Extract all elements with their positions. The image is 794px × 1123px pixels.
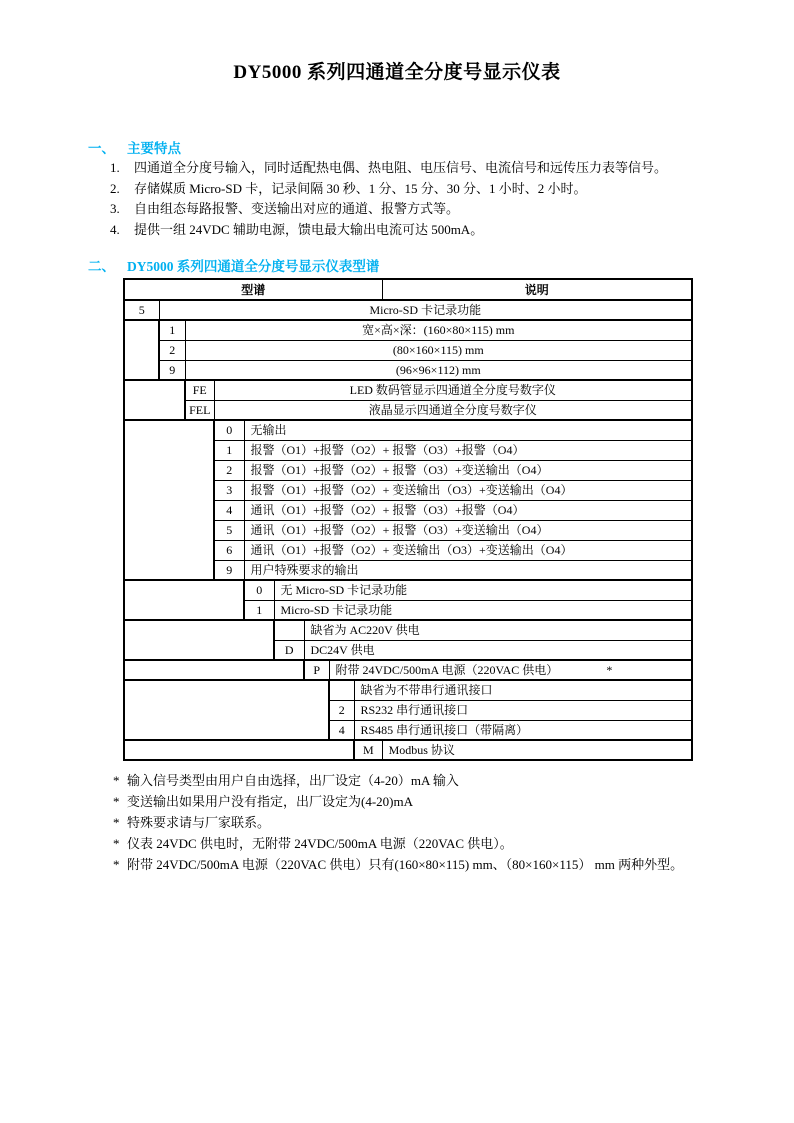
model-code-cell: 2 [214,460,244,480]
model-desc-cell: 通讯（O1）+报警（O2）+ 报警（O3）+变送输出（O4） [244,520,692,540]
stair-blank-cell [124,660,304,680]
table-row [124,360,692,380]
model-code-cell: 1 [214,440,244,460]
table-row [124,380,692,400]
model-desc-cell: 通讯（O1）+报警（O2）+ 报警（O3）+报警（O4） [244,500,692,520]
footnote-text: 特殊要求请与厂家联系。 [127,815,271,830]
model-desc-cell: 用户特殊要求的输出 [244,560,692,580]
feature-number: 1. [110,160,120,175]
model-desc-cell: Micro-SD 卡记录功能 [274,600,692,620]
feature-number: 3. [110,201,120,216]
model-code-cell: FE [185,380,214,400]
table-row [124,400,692,420]
model-code-cell: 1 [159,320,185,340]
model-code-cell: 1 [244,600,274,620]
feature-item [110,220,730,241]
model-desc-cell: 缺省为 AC220V 供电 [304,620,692,640]
model-code-cell: 4 [214,500,244,520]
footnote-bullet: * [113,794,120,809]
feature-number: 4. [110,221,120,237]
stair-blank-cell [124,740,354,760]
footnote-item [113,770,733,791]
footnote-bullet: * [113,815,120,830]
model-desc-cell: (96×96×112) mm [185,360,692,380]
model-desc-cell: RS485 串行通讯接口（带隔离） [354,720,692,740]
model-desc-cell: RS232 串行通讯接口 [354,700,692,720]
model-desc-cell: LED 数码管显示四通道全分度号数字仪 [214,380,692,400]
footnote-text: 仪表 24VDC 供电时，无附带 24VDC/500mA 电源（220VAC 供电）。 [127,836,513,851]
model-code-cell: 4 [329,720,354,740]
model-desc-text: 附带 24VDC/500mA 电源（220VAC 供电） [335,663,559,677]
model-code-cell [274,620,304,640]
feature-text: 自由组态每路报警、变送输出对应的通道、报警方式等。 [134,201,460,216]
model-code-cell: 2 [159,340,185,360]
model-desc-cell [329,660,692,680]
feature-item [110,179,730,200]
section-title: DY5000 系列四通道全分度号显示仪表型谱 [127,259,380,274]
footnote-text: 附带 24VDC/500mA 电源（220VAC 供电）只有(160×80×115) mm、（80×160×115） mm 两种外型。 [127,857,684,872]
table-row [124,320,692,340]
stair-blank-cell [124,380,185,420]
model-desc-cell: Micro-SD 卡记录功能 [159,300,692,320]
section-number: 一、 [88,141,115,156]
model-desc-cell: 报警（O1）+报警（O2）+ 报警（O3）+变送输出（O4） [244,460,692,480]
stair-blank-cell [124,580,244,620]
footnote-text: 输入信号类型由用户自由选择，出厂设定（4-20）mA 输入 [127,773,459,788]
table-header-row [124,279,692,300]
feature-text: 四通道全分度号输入，同时适配热电偶、热电阻、电压信号、电流信号和远传压力表等信号。 [134,160,668,175]
stair-blank-cell [124,320,159,380]
page-title: DY5000 系列四通道全分度号显示仪表 [233,62,561,83]
section-number: 二、 [88,259,115,274]
table-row [124,620,692,640]
model-code-cell: 5 [214,520,244,540]
model-desc-cell: Modbus 协议 [382,740,692,760]
feature-item [110,158,730,179]
section-heading-model-spectrum [88,255,379,275]
model-code-cell: 9 [159,360,185,380]
table-row [124,740,692,760]
feature-text: 提供一组 24VDC 辅助电源，馈电最大输出电流可达 500mA。 [134,221,484,237]
feature-list [110,158,730,240]
footnote-bullet: * [113,773,120,788]
model-desc-cell: (80×160×115) mm [185,340,692,360]
model-code-cell: 6 [214,540,244,560]
model-code-cell: FEL [185,400,214,420]
table-row [124,300,692,320]
model-code-cell: M [354,740,382,760]
model-code-cell: 5 [124,300,159,320]
model-code-cell: P [304,660,329,680]
model-code-cell: 2 [329,700,354,720]
feature-text: 存储媒质 Micro-SD 卡，记录间隔 30 秒、1 分、15 分、30 分、1 小时、2 小时。 [134,180,587,196]
model-desc-cell: 无输出 [244,420,692,440]
footnote-bullet: * [113,836,120,851]
model-code-cell: 0 [244,580,274,600]
footnote-bullet: * [113,857,120,872]
table-row [124,420,692,440]
table-row [124,680,692,700]
table-row [124,340,692,360]
table-header-description: 说明 [382,279,692,300]
model-desc-cell: 通讯（O1）+报警（O2）+ 变送输出（O3）+变送输出（O4） [244,540,692,560]
feature-item [110,199,730,220]
footnote-marker: * [606,663,613,677]
section-heading-features [88,137,181,157]
model-code-cell: 9 [214,560,244,580]
model-desc-cell: 无 Micro-SD 卡记录功能 [274,580,692,600]
model-desc-cell: 报警（O1）+报警（O2）+ 报警（O3）+报警（O4） [244,440,692,460]
table-row [124,580,692,600]
footnote-item [113,812,733,833]
footnote-item [113,854,733,875]
model-desc-cell: DC24V 供电 [304,640,692,660]
feature-number: 2. [110,180,120,196]
model-code-cell [329,680,354,700]
stair-blank-cell [124,620,274,660]
model-spectrum-table [123,278,693,761]
model-desc-cell: 宽×高×深：(160×80×115) mm [185,320,692,340]
section-title: 主要特点 [127,141,181,156]
stair-blank-cell [124,680,329,740]
stair-blank-cell [124,420,214,580]
model-desc-cell: 报警（O1）+报警（O2）+ 变送输出（O3）+变送输出（O4） [244,480,692,500]
table-row [124,660,692,680]
footnote-item [113,791,733,812]
table-header-spectrum: 型谱 [124,279,382,300]
model-code-cell: 3 [214,480,244,500]
model-code-cell: D [274,640,304,660]
footnote-item [113,833,733,854]
footnote-list [113,770,733,875]
footnote-text: 变送输出如果用户没有指定，出厂设定为(4-20)mA [127,794,413,809]
model-code-cell: 0 [214,420,244,440]
model-desc-cell: 缺省为不带串行通讯接口 [354,680,692,700]
model-desc-cell: 液晶显示四通道全分度号数字仪 [214,400,692,420]
